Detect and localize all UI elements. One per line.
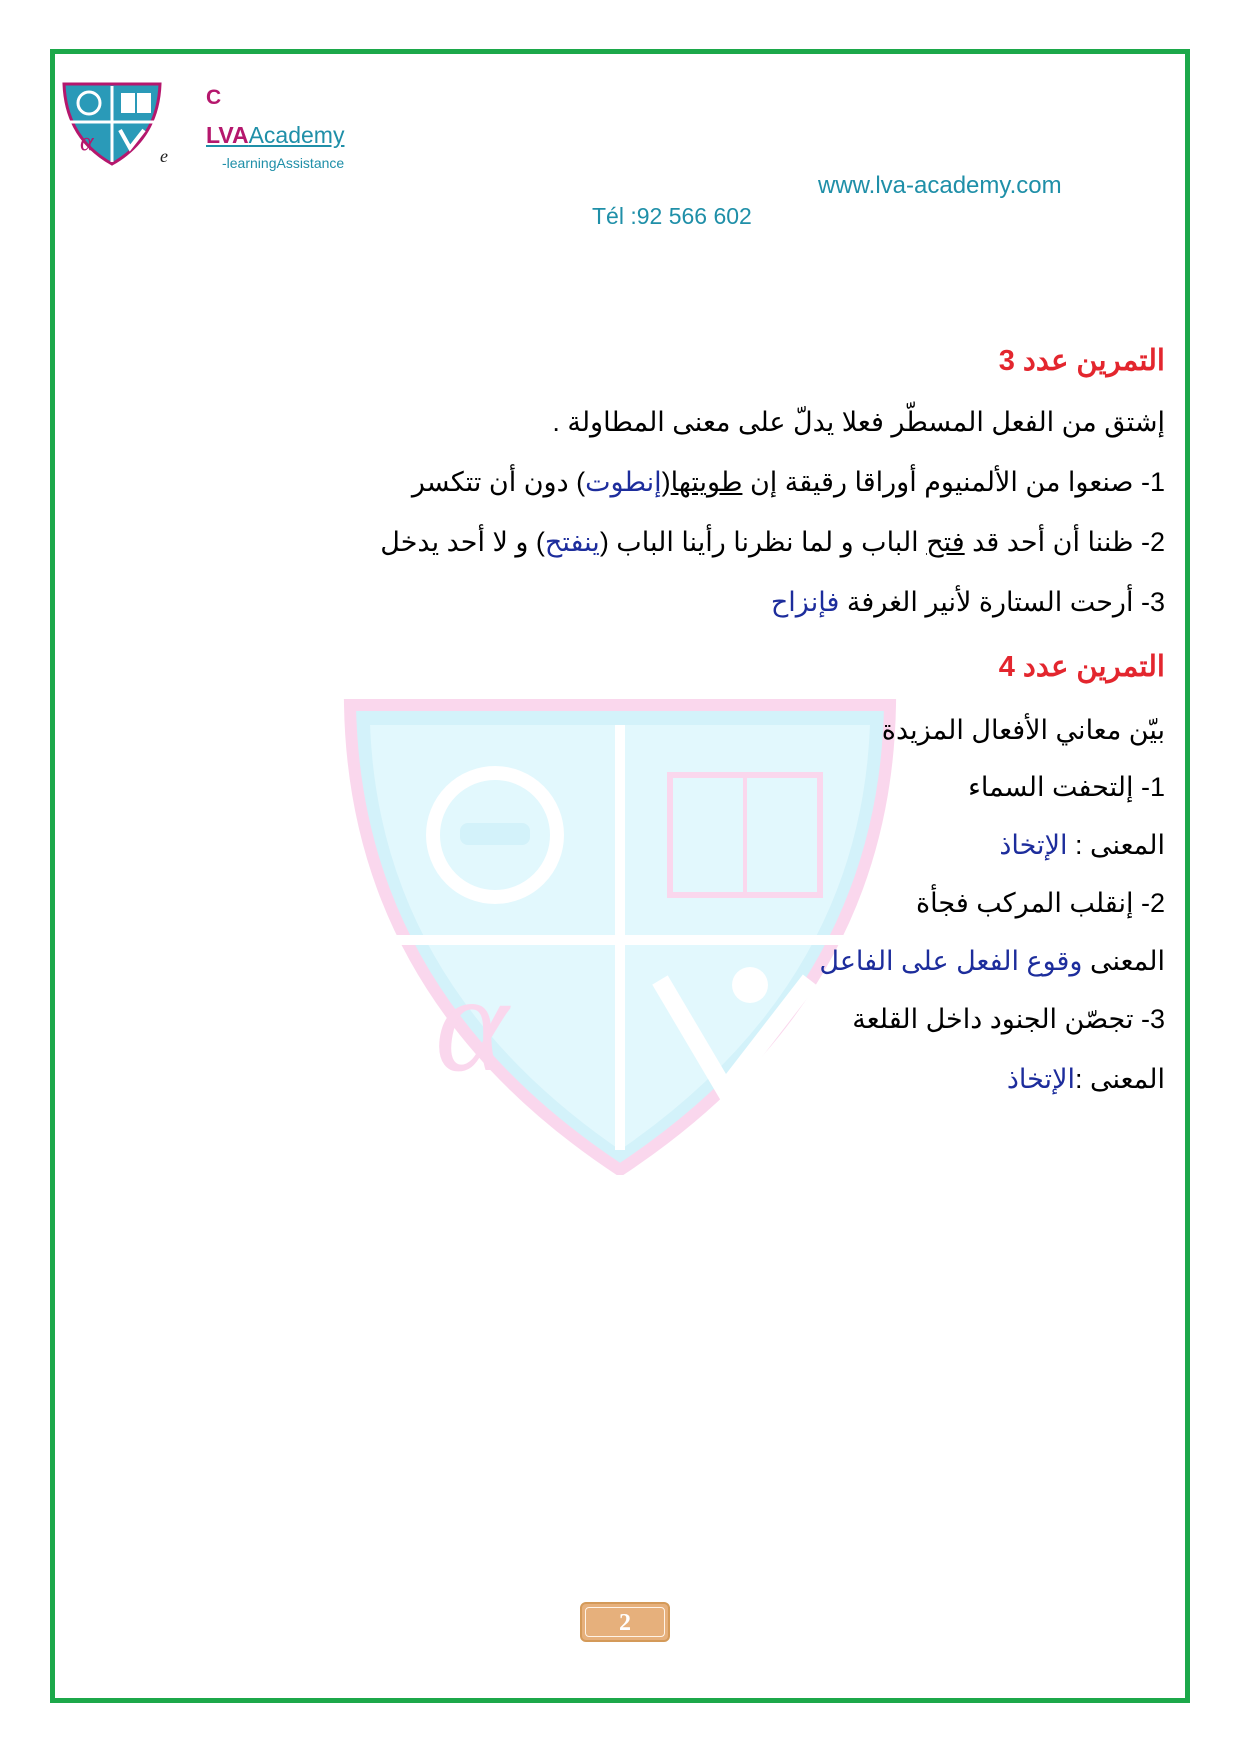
phone-number: Tél :92 566 602 (592, 203, 752, 229)
answer-text: الإتخاذ (999, 830, 1068, 860)
item-text: 1- صنعوا من الألمنيوم أوراقا رقيقة إن (742, 467, 1165, 497)
brand-c-letter: C (206, 86, 222, 109)
answer-text: إنطوت (585, 467, 662, 497)
item-text: ) دون أن تتكسر (411, 467, 586, 497)
answer-text: فإنزاح (770, 587, 840, 617)
website-link[interactable]: www.lva-academy.com (818, 172, 1062, 199)
exercise4-item-2: 2- إنقلب المركب فجأة (916, 888, 1165, 918)
watermark-shield-icon (340, 695, 900, 1175)
exercise4-meaning-3 (1007, 1064, 1165, 1095)
item-text: ( (661, 467, 671, 497)
svg-text:α: α (80, 127, 94, 156)
exercise3-item-3 (771, 587, 1165, 618)
item-text: ) و لا أحد يدخل (380, 527, 545, 557)
answer-text: ينفتح (544, 527, 600, 557)
page-number: 2 (585, 1607, 665, 1637)
exercise4-instruction: بيّن معاني الأفعال المزيدة (881, 715, 1165, 745)
exercise3-title: التمرين عدد 3 (998, 345, 1165, 377)
brand-academy: Academy (248, 122, 345, 148)
exercise4-meaning-1 (999, 830, 1165, 861)
exercise4-title: التمرين عدد 4 (998, 651, 1165, 683)
exercise4-item-3: 3- تجصّن الجنود داخل القلعة (852, 1004, 1165, 1034)
answer-text: وقوع الفعل على الفاعل (819, 946, 1083, 976)
exercise3-item-2 (380, 527, 1165, 558)
lva-logo-icon (58, 78, 166, 168)
brand-lva: LVA (206, 122, 249, 148)
answer-text: الإتخاذ (1006, 1064, 1075, 1094)
svg-text:α: α (435, 946, 509, 1101)
meaning-label: المعنى : (1067, 830, 1165, 860)
exercise4-meaning-2 (819, 946, 1165, 977)
underlined-verb: فتح (926, 527, 965, 557)
item-text: الباب و لما نظرنا رأينا الباب ( (599, 527, 927, 557)
brand-name (206, 122, 344, 149)
meaning-label: المعنى : (1074, 1064, 1165, 1094)
item-text: 3- أرحت الستارة لأنير الغرفة (839, 587, 1165, 617)
brand-e-letter: e (160, 146, 168, 166)
meaning-label: المعنى (1082, 946, 1165, 976)
underlined-verb: طويتها (670, 467, 743, 497)
exercise3-instruction: إشتق من الفعل المسطّر فعلا يدلّ على معنى المطاولة . (552, 407, 1165, 437)
item-text: 2- ظننا أن أحد قد (964, 527, 1165, 557)
exercise4-item-1: 1- إلتحفت السماء (968, 772, 1165, 802)
exercise3-item-1 (412, 467, 1165, 498)
page-number-badge (580, 1602, 670, 1642)
brand-tagline: -learningAssistance (222, 155, 345, 171)
